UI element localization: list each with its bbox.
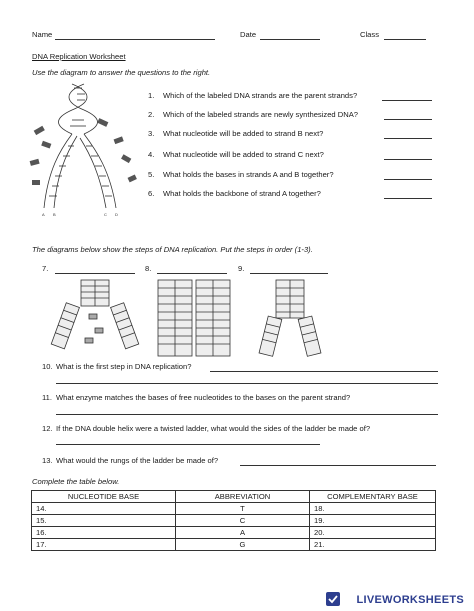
table-cell[interactable]: 14. [32, 503, 176, 515]
class-label: Class [360, 30, 379, 39]
replication-fork-diagram [30, 80, 160, 230]
page-title: DNA Replication Worksheet [32, 52, 126, 61]
strand-label-c: C [104, 212, 107, 217]
table-cell: T [176, 503, 310, 515]
table-cell: C [176, 515, 310, 527]
question-number: 11. [42, 393, 52, 402]
step-8-answer-line[interactable] [157, 273, 227, 274]
strand-label-b: B [53, 212, 56, 217]
question-text: What holds the bases in strands A and B together? [163, 170, 334, 179]
question-text: What would the rungs of the ladder be made of? [56, 456, 219, 465]
answer-line[interactable] [384, 179, 432, 180]
table-cell: A [176, 527, 310, 539]
step-9-number: 9. [238, 264, 245, 273]
instructions-table: Complete the table below. [32, 477, 120, 486]
table-header: ABBREVIATION [176, 491, 310, 503]
table-header: COMPLEMENTARY BASE [310, 491, 436, 503]
table-cell[interactable]: 18. [310, 503, 436, 515]
question-number: 3. [148, 129, 155, 138]
answer-line[interactable] [240, 465, 436, 466]
question-number: 1. [148, 91, 155, 100]
answer-line[interactable] [382, 100, 432, 101]
table-header: NUCLEOTIDE BASE [32, 491, 176, 503]
answer-line[interactable] [210, 371, 438, 372]
table-row [32, 539, 436, 551]
strand-label-a: A [42, 212, 45, 217]
question-number: 5. [148, 170, 155, 179]
answer-line[interactable] [56, 383, 438, 384]
table-cell[interactable]: 15. [32, 515, 176, 527]
table-cell[interactable]: 20. [310, 527, 436, 539]
brand-name: LIVEWORKSHEETS [356, 594, 464, 606]
step-7-answer-line[interactable] [55, 273, 135, 274]
answer-line[interactable] [384, 138, 432, 139]
question-number: 10. [42, 362, 53, 371]
question-text: What nucleotide will be added to strand B next? [163, 129, 324, 138]
date-field-line[interactable] [260, 39, 320, 40]
question-text: What holds the backbone of strand A together? [163, 189, 321, 198]
date-label: Date [240, 30, 257, 39]
step-8-number: 8. [145, 264, 152, 273]
instructions-steps: The diagrams below show the steps of DNA replication. Put the steps in order (1-3). [32, 245, 313, 254]
table-row [32, 515, 436, 527]
step-8-diagram [156, 278, 232, 358]
question-number: 12. [42, 424, 53, 433]
name-field-line[interactable] [55, 39, 215, 40]
question-number: 6. [148, 189, 155, 198]
class-field-line[interactable] [384, 39, 426, 40]
answer-line[interactable] [56, 444, 320, 445]
table-cell[interactable]: 16. [32, 527, 176, 539]
question-number: 4. [148, 150, 155, 159]
table-cell[interactable]: 19. [310, 515, 436, 527]
question-text: Which of the labeled strands are newly synthesized DNA? [163, 110, 359, 119]
step-9-answer-line[interactable] [250, 273, 328, 274]
table-header-row [32, 491, 436, 503]
strand-label-d: D [115, 212, 118, 217]
answer-line[interactable] [56, 414, 438, 415]
nucleotide-table [31, 490, 436, 551]
table-cell: G [176, 539, 310, 551]
table-cell[interactable]: 21. [310, 539, 436, 551]
question-text: What nucleotide will be added to strand C next? [163, 150, 324, 159]
step-9-diagram [260, 278, 320, 358]
answer-line[interactable] [384, 198, 432, 199]
liveworksheets-logo-icon [326, 592, 340, 606]
question-number: 13. [42, 456, 53, 465]
instructions-diagram: Use the diagram to answer the questions to the right. [32, 68, 211, 77]
table-cell[interactable]: 17. [32, 539, 176, 551]
table-row [32, 527, 436, 539]
step-7-number: 7. [42, 264, 49, 273]
question-text: If the DNA double helix were a twisted ladder, what would the sides of the ladder be made of? [56, 424, 371, 433]
step-7-diagram [55, 278, 135, 358]
question-number: 2. [148, 110, 155, 119]
question-text: What is the first step in DNA replication? [56, 362, 192, 371]
question-text: Which of the labeled DNA strands are the parent strands? [163, 91, 358, 100]
table-row [32, 503, 436, 515]
question-text: What enzyme matches the bases of free nucleotides to the bases on the parent strand? [56, 393, 351, 402]
answer-line[interactable] [384, 159, 432, 160]
answer-line[interactable] [384, 119, 432, 120]
name-label: Name [32, 30, 53, 39]
